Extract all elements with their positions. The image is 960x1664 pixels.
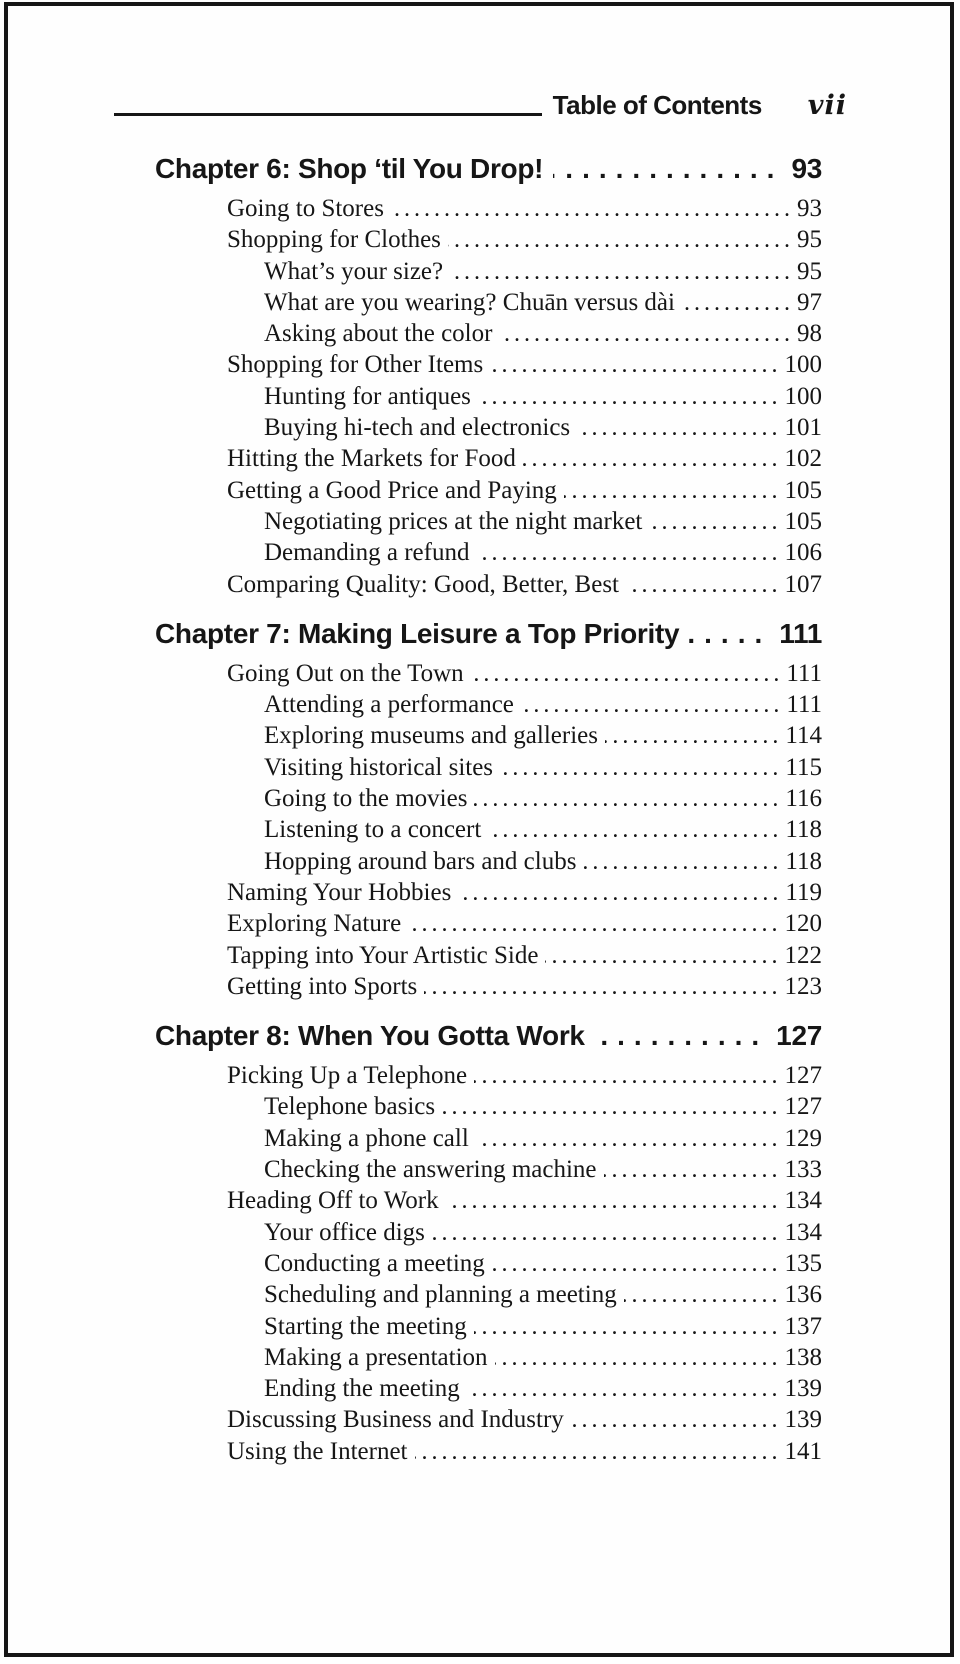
entry-dot-leader (408, 909, 781, 940)
entry-title: Conducting a meeting (264, 1249, 485, 1277)
toc-entry (227, 349, 822, 380)
toc-entry (264, 381, 822, 412)
entry-title: Shopping for Other Items (227, 351, 484, 379)
entry-page-number: 116 (785, 785, 822, 813)
chapter-title: Chapter 6: Shop ‘til You Drop! (155, 153, 544, 184)
entry-page-number: 106 (784, 539, 822, 567)
toc-entry (264, 814, 822, 845)
entry-dot-leader (474, 1312, 782, 1343)
chapter-dot-leader (595, 1016, 768, 1056)
entry-title: Attending a performance (264, 691, 514, 719)
chapter-title: Chapter 8: When You Gotta Work (155, 1020, 585, 1052)
toc-entry (264, 412, 822, 443)
entry-dot-leader (474, 784, 782, 815)
entry-title: Visiting historical sites (264, 753, 494, 781)
entry-dot-leader (523, 444, 782, 475)
entry-title: Using the Internet (227, 1437, 408, 1465)
chapter-heading (155, 614, 822, 654)
entry-dot-leader (571, 1405, 782, 1436)
entry-page-number: 133 (784, 1156, 822, 1184)
toc-entry (264, 1154, 822, 1185)
entry-title: Going to Stores (227, 195, 384, 222)
entry-dot-leader (605, 721, 782, 752)
entry-dot-leader (604, 1155, 782, 1186)
entry-title: Naming Your Hobbies (227, 878, 452, 906)
entry-title: Scheduling and planning a meeting (264, 1281, 617, 1309)
folio-page-number: vii (807, 90, 847, 121)
entry-dot-leader (500, 753, 782, 784)
entry-title: Demanding a refund (264, 539, 470, 567)
entry-title: Shopping for Clothes (227, 226, 441, 254)
toc-entry (264, 1091, 822, 1122)
entry-dot-leader (450, 257, 794, 288)
toc-entry (227, 1404, 822, 1435)
entry-dot-leader (476, 538, 781, 569)
chapter-page-number: 93 (791, 153, 822, 184)
entry-dot-leader (521, 690, 783, 721)
entry-page-number: 134 (784, 1218, 822, 1246)
entry-dot-leader (446, 1186, 782, 1217)
toc-entry (227, 971, 822, 1002)
entry-page-number: 111 (786, 691, 822, 719)
entry-title: Going Out on the Town (227, 659, 464, 687)
entry-dot-leader (474, 1061, 781, 1092)
entry-title: What’s your size? (264, 257, 444, 285)
toc-entry (264, 1248, 822, 1279)
entry-page-number: 129 (784, 1124, 822, 1152)
entry-title: Tapping into Your Artistic Side (227, 941, 539, 969)
entry-dot-leader (415, 1437, 782, 1468)
entry-page-number: 93 (797, 195, 822, 222)
toc-entry (264, 318, 822, 349)
entry-dot-leader (391, 194, 794, 225)
entry-page-number: 138 (784, 1343, 822, 1371)
entry-page-number: 118 (785, 847, 822, 875)
toc-entry (264, 783, 822, 814)
entry-dot-leader (624, 1280, 782, 1311)
entry-title: Hitting the Markets for Food (227, 445, 516, 473)
chapter-heading (155, 1016, 822, 1056)
entry-dot-leader (478, 382, 782, 413)
header-title: Table of Contents (552, 90, 762, 120)
entry-title: Exploring museums and galleries (264, 722, 598, 750)
book-page (4, 2, 954, 1657)
entry-page-number: 139 (784, 1406, 822, 1434)
entry-title: Hopping around bars and clubs (264, 847, 577, 875)
header-rule (114, 113, 542, 116)
entry-dot-leader (626, 570, 781, 601)
entry-dot-leader (471, 659, 784, 690)
toc-entry (264, 256, 822, 287)
entry-page-number: 102 (784, 445, 822, 473)
entry-page-number: 135 (784, 1249, 822, 1277)
entry-title: Negotiating prices at the night market (264, 507, 643, 535)
entry-title: Checking the answering machine (264, 1156, 597, 1184)
entry-dot-leader (545, 941, 781, 972)
toc-entry (264, 1279, 822, 1310)
entry-page-number: 115 (785, 753, 822, 781)
entry-page-number: 95 (797, 257, 822, 285)
toc-entry (227, 224, 822, 255)
entry-page-number: 98 (797, 320, 822, 348)
entry-dot-leader (649, 507, 781, 538)
entry-page-number: 111 (786, 659, 822, 687)
entry-dot-leader (499, 319, 794, 350)
entry-page-number: 97 (797, 288, 822, 316)
toc-entry (264, 537, 822, 568)
toc-entry (264, 1217, 822, 1248)
entry-page-number: 114 (785, 722, 822, 750)
entry-dot-leader (432, 1218, 782, 1249)
entry-page-number: 127 (784, 1062, 822, 1090)
toc-entry (227, 443, 822, 474)
entry-title: Exploring Nature (227, 910, 402, 938)
entry-title: Making a phone call (264, 1124, 469, 1152)
entry-page-number: 136 (784, 1281, 822, 1309)
toc-entry (264, 1123, 822, 1154)
toc-entry (227, 658, 822, 689)
entry-page-number: 141 (784, 1437, 822, 1465)
entry-page-number: 139 (784, 1375, 822, 1403)
toc-entry (227, 1060, 822, 1091)
toc-entry (227, 1436, 822, 1467)
entry-dot-leader (458, 878, 782, 909)
entry-title: Telephone basics (264, 1093, 436, 1121)
entry-dot-leader (467, 1374, 782, 1405)
table-of-contents (155, 149, 822, 1467)
entry-dot-leader (495, 1343, 782, 1374)
entry-title: Asking about the color (264, 320, 493, 348)
entry-dot-leader (448, 225, 794, 256)
entry-title: Hunting for antiques (264, 382, 471, 410)
entry-title: Getting a Good Price and Paying (227, 476, 557, 504)
entry-title: Your office digs (264, 1218, 425, 1246)
toc-entry (227, 877, 822, 908)
page-header (114, 90, 847, 121)
entry-title: Making a presentation (264, 1343, 488, 1371)
toc-entry (227, 908, 822, 939)
entry-dot-leader (492, 1249, 782, 1280)
entry-page-number: 122 (784, 941, 822, 969)
entry-dot-leader (424, 972, 781, 1003)
chapter-dot-leader (689, 614, 771, 654)
entry-dot-leader (490, 350, 781, 381)
toc-entry (264, 846, 822, 877)
entry-dot-leader (564, 476, 782, 507)
entry-title: What are you wearing? Chuān versus dài (264, 288, 675, 316)
entry-page-number: 95 (797, 226, 822, 254)
entry-dot-leader (577, 413, 781, 444)
entry-title: Getting into Sports (227, 972, 418, 1000)
chapter-page-number: 111 (779, 617, 822, 649)
entry-page-number: 119 (785, 878, 822, 906)
entry-dot-leader (476, 1124, 782, 1155)
entry-page-number: 105 (784, 507, 822, 535)
entry-page-number: 105 (784, 476, 822, 504)
entry-title: Starting the meeting (264, 1312, 467, 1340)
toc-entry (227, 193, 822, 224)
entry-page-number: 100 (784, 351, 822, 379)
entry-page-number: 137 (784, 1312, 822, 1340)
toc-entry (264, 752, 822, 783)
entry-page-number: 107 (784, 570, 822, 598)
toc-entry (264, 689, 822, 720)
entry-dot-leader (583, 847, 782, 878)
toc-entry (264, 506, 822, 537)
entry-title: Discussing Business and Industry (227, 1406, 564, 1434)
chapter-page-number: 127 (776, 1020, 822, 1052)
entry-title: Picking Up a Telephone (227, 1062, 468, 1090)
entry-page-number: 101 (784, 414, 822, 442)
entry-title: Going to the movies (264, 785, 468, 813)
chapter-dot-leader (553, 149, 783, 189)
toc-entry (227, 1185, 822, 1216)
chapter-title: Chapter 7: Making Leisure a Top Priority (155, 617, 680, 649)
toc-entry (227, 940, 822, 971)
entry-title: Listening to a concert (264, 816, 482, 844)
toc-entry (264, 720, 822, 751)
toc-entry (227, 475, 822, 506)
entry-dot-leader (442, 1092, 781, 1123)
entry-title: Comparing Quality: Good, Better, Best (227, 570, 620, 598)
entry-title: Ending the meeting (264, 1375, 460, 1403)
entry-page-number: 100 (784, 382, 822, 410)
toc-entry (264, 1373, 822, 1404)
entry-page-number: 134 (784, 1187, 822, 1215)
toc-entry (264, 1311, 822, 1342)
entry-title: Heading Off to Work (227, 1187, 439, 1215)
entry-dot-leader (488, 815, 782, 846)
entry-title: Buying hi-tech and electronics (264, 414, 571, 442)
entry-page-number: 127 (784, 1093, 822, 1121)
entry-page-number: 120 (784, 910, 822, 938)
chapter-heading (155, 149, 822, 189)
entry-dot-leader (682, 288, 794, 319)
toc-entry (264, 287, 822, 318)
toc-entry (227, 569, 822, 600)
toc-entry (264, 1342, 822, 1373)
entry-page-number: 123 (784, 972, 822, 1000)
entry-page-number: 118 (785, 816, 822, 844)
